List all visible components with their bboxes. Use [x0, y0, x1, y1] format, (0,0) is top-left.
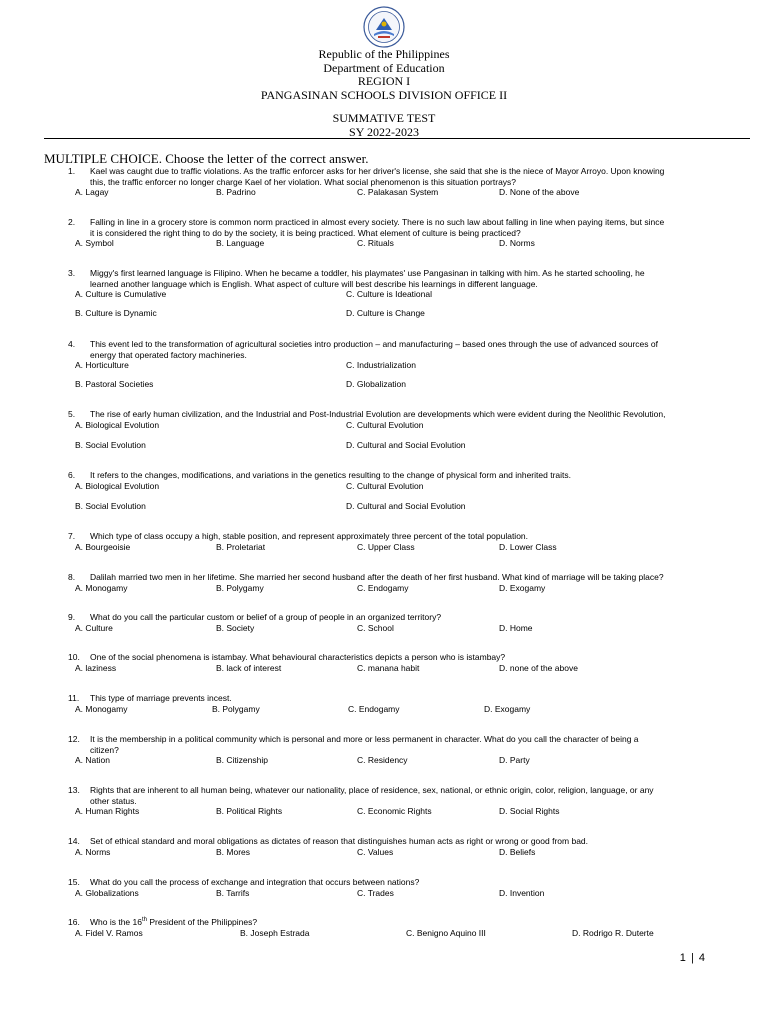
- option-b: B. Social Evolution: [75, 440, 146, 450]
- option-c: C. Palakasan System: [357, 187, 439, 197]
- question-number: 3.: [68, 268, 76, 278]
- question-number: 11.: [68, 693, 80, 703]
- option-d: D. Cultural and Social Evolution: [346, 501, 466, 511]
- option-d: D. None of the above: [499, 187, 580, 197]
- question-text: [90, 217, 720, 238]
- option-b: B. lack of interest: [216, 663, 282, 673]
- option-d: D. none of the above: [499, 663, 578, 673]
- option-c: C. Culture is Ideational: [346, 289, 432, 299]
- question-line: Falling in line in a grocery store is common norm practiced in almost every society. There is no such law about falling in line when paying items, but since: [90, 217, 665, 227]
- question-line: [90, 917, 720, 928]
- ordinal-suffix: th: [141, 917, 147, 924]
- option-b: B. Padrino: [216, 187, 256, 197]
- question-line: It refers to the changes, modifications, and variations in the genetics resulting to the change of physical form and inherited traits.: [90, 470, 571, 480]
- option-b: B. Culture is Dynamic: [75, 308, 157, 318]
- question-text: [90, 917, 720, 928]
- option-b: B. Joseph Estrada: [240, 928, 310, 938]
- question-line: Dalilah married two men in her lifetime. She married her second husband after the death of her first husband. What kind of marriage will be taking place?: [90, 572, 664, 582]
- option-c: C. Endogamy: [357, 583, 409, 593]
- question-line: One of the social phenomena is istambay. What behavioural characteristics depicts a person who is istambay?: [90, 652, 506, 662]
- option-a: A. Bourgeoisie: [75, 542, 131, 552]
- question-number: 8.: [68, 572, 76, 582]
- option-b: B. Polygamy: [212, 704, 260, 714]
- option-a: A. Biological Evolution: [75, 420, 160, 430]
- header-divider: [44, 138, 750, 139]
- page-number: 1 | 4: [679, 952, 706, 964]
- option-d: D. Exogamy: [484, 704, 531, 714]
- question-line: Kael was caught due to traffic violations. As the traffic enforcer asks for her driver's license, she said that she is the niece of Mayor Arroyo. Upon knowing: [90, 166, 665, 176]
- question-line: learned another language which is English. What aspect of culture will best describe his learnings in different language.: [90, 278, 538, 289]
- question-number: 4.: [68, 339, 76, 349]
- option-b: B. Tarrifs: [216, 888, 250, 898]
- question-number: 2.: [68, 217, 76, 227]
- republic-line: Republic of the Philippines: [318, 47, 450, 61]
- option-c: C. Industrialization: [346, 360, 416, 370]
- option-d: D. Culture is Change: [346, 308, 425, 318]
- question-line: it is considered the right thing to do by the society, it is being practiced. What element of culture is being practiced?: [90, 227, 521, 238]
- option-a: A. Symbol: [75, 238, 114, 248]
- question-text: [90, 572, 720, 583]
- question-number: 9.: [68, 612, 76, 622]
- deped-seal-icon: [363, 6, 405, 48]
- school-year: SY 2022-2023: [349, 124, 419, 139]
- instructions: MULTIPLE CHOICE. Choose the letter of the correct answer.: [44, 151, 369, 166]
- option-a: A. Monogamy: [75, 583, 128, 593]
- option-a: A. Culture: [75, 623, 113, 633]
- option-a: A. Culture is Cumulative: [75, 289, 167, 299]
- option-b: B. Political Rights: [216, 806, 283, 816]
- question-text: [90, 531, 720, 542]
- option-c: C. Cultural Evolution: [346, 420, 424, 430]
- question-number: 1.: [68, 166, 76, 176]
- question-line: energy that operated factory machineries.: [90, 349, 247, 360]
- question-text: [90, 836, 720, 847]
- option-b: B. Language: [216, 238, 265, 248]
- question-line: It is the membership in a political community which is personal and more or less permanent in character. What do you call the character of being a: [90, 734, 639, 744]
- option-c: C. Economic Rights: [357, 806, 432, 816]
- question-text: [90, 785, 720, 806]
- option-d: D. Rodrigo R. Duterte: [572, 928, 654, 938]
- question-text: [90, 693, 720, 704]
- question-text: [90, 166, 720, 187]
- option-a: A. Biological Evolution: [75, 481, 160, 491]
- question-line: Miggy's first learned language is Filipino. When he became a toddler, his playmates' use Pangasinan in talking with him. As he started schooling, he: [90, 268, 645, 278]
- option-d: D. Social Rights: [499, 806, 560, 816]
- question-line: This type of marriage prevents incest.: [90, 693, 232, 703]
- question-number: 7.: [68, 531, 76, 541]
- question-text: [90, 409, 720, 420]
- test-title: SUMMATIVE TEST: [332, 111, 436, 125]
- option-b: B. Pastoral Societies: [75, 379, 154, 389]
- question-line: Rights that are inherent to all human being, whatever our nationality, place of residence, sex, national, or ethnic origin, color, religion, language, or any: [90, 785, 654, 795]
- question-text: [90, 652, 720, 663]
- question-number: 6.: [68, 470, 76, 480]
- option-d: D. Globalization: [346, 379, 407, 389]
- option-d: D. Home: [499, 623, 533, 633]
- question-text: [90, 734, 720, 755]
- option-c: C. Benigno Aquino III: [406, 928, 486, 938]
- question-text: [90, 877, 720, 888]
- question-number: 13.: [68, 785, 80, 795]
- question-line: Which type of class occupy a high, stable position, and represent approximately three percent of the total population.: [90, 531, 529, 541]
- option-a: A. Globalizations: [75, 888, 139, 898]
- option-c: C. Cultural Evolution: [346, 481, 424, 491]
- option-b: B. Citizenship: [216, 755, 268, 765]
- option-d: D. Invention: [499, 888, 545, 898]
- question-line: What do you call the particular custom or belief of a group of people in an organized territory?: [90, 612, 442, 622]
- option-b: B. Polygamy: [216, 583, 264, 593]
- question-number: 15.: [68, 877, 80, 887]
- question-number: 14.: [68, 836, 80, 846]
- option-a: A. laziness: [75, 663, 117, 673]
- option-c: C. School: [357, 623, 394, 633]
- question-number: 16.: [68, 917, 80, 927]
- option-a: A. Fidel V. Ramos: [75, 928, 143, 938]
- question-line: citizen?: [90, 744, 119, 755]
- question-line-part: Who is the 16: [90, 917, 142, 927]
- option-c: C. Rituals: [357, 238, 394, 248]
- question-text: [90, 612, 720, 623]
- option-c: C. Endogamy: [348, 704, 400, 714]
- option-b: B. Society: [216, 623, 255, 633]
- region-line: REGION I: [357, 74, 411, 88]
- question-line: The rise of early human civilization, and the Industrial and Post-Industrial Evolution are developments which were evident during the Neolithic Revolution,: [90, 409, 666, 419]
- question-text: [90, 268, 720, 289]
- question-line: Set of ethical standard and moral obligations as dictates of reason that distinguishes human acts as right or wrong or good from bad.: [90, 836, 589, 846]
- question-text: [90, 339, 720, 360]
- question-line: this, the traffic enforcer no longer charge Kael of her violation. What social phenomenon is this situation portrays?: [90, 176, 517, 187]
- option-c: C. Upper Class: [357, 542, 415, 552]
- option-d: D. Exogamy: [499, 583, 546, 593]
- division-line: PANGASINAN SCHOOLS DIVISION OFFICE II: [260, 87, 508, 102]
- question-text: [90, 470, 720, 481]
- option-b: B. Mores: [216, 847, 251, 857]
- option-c: C. Values: [357, 847, 394, 857]
- option-b: B. Proletariat: [216, 542, 266, 552]
- option-a: A. Horticulture: [75, 360, 129, 370]
- option-d: D. Cultural and Social Evolution: [346, 440, 466, 450]
- option-a: A. Norms: [75, 847, 111, 857]
- option-d: D. Norms: [499, 238, 535, 248]
- document-header: [0, 48, 768, 139]
- question-number: 12.: [68, 734, 80, 744]
- option-d: D. Beliefs: [499, 847, 536, 857]
- question-number: 5.: [68, 409, 76, 419]
- option-a: A. Nation: [75, 755, 110, 765]
- question-number: 10.: [68, 652, 80, 662]
- question-line-part: President of the Philippines?: [147, 917, 258, 927]
- option-d: D. Lower Class: [499, 542, 557, 552]
- question-line: other status.: [90, 795, 137, 806]
- department-line: Department of Education: [323, 60, 445, 75]
- question-line: What do you call the process of exchange and integration that occurs between nations?: [90, 877, 420, 887]
- option-c: C. Trades: [357, 888, 394, 898]
- option-a: A. Human Rights: [75, 806, 140, 816]
- option-a: A. Monogamy: [75, 704, 128, 714]
- option-b: B. Social Evolution: [75, 501, 146, 511]
- question-line: This event led to the transformation of agricultural societies intro production – and manufacturing – based ones through the use of advanced sources of: [90, 339, 658, 349]
- option-c: C. manana habit: [357, 663, 420, 673]
- option-c: C. Residency: [357, 755, 408, 765]
- option-d: D. Party: [499, 755, 530, 765]
- option-a: A. Lagay: [75, 187, 109, 197]
